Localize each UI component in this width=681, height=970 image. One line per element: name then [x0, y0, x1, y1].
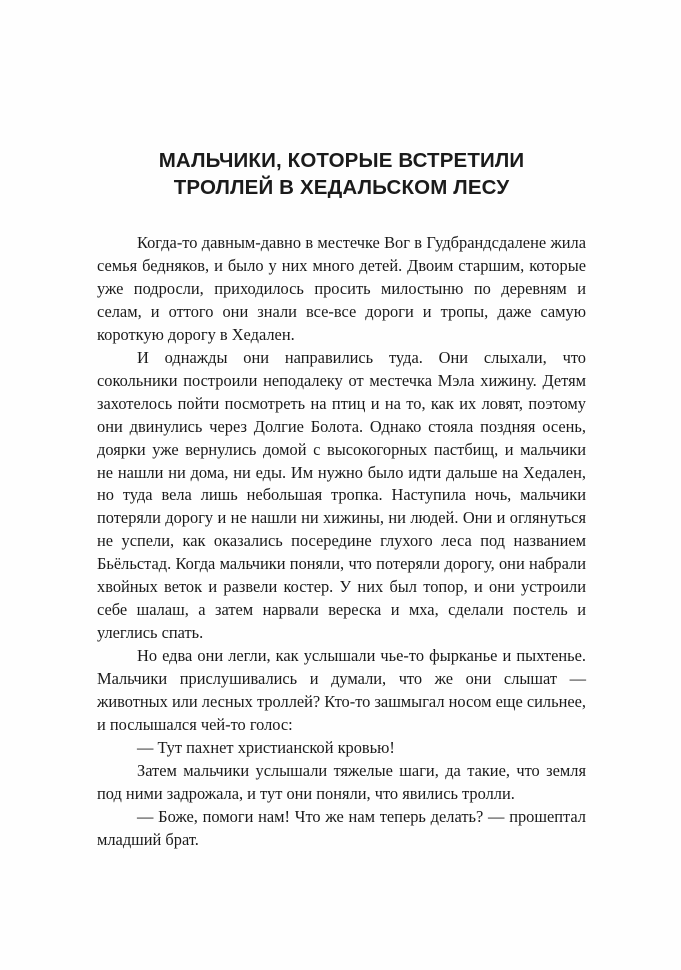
dialogue-line: — Тут пахнет христианской кровью!	[137, 737, 395, 757]
body-copy	[97, 201, 586, 852]
chapter-title	[97, 0, 586, 201]
paragraph: Когда-то давным-давно в местечке Вог в Гудбрандсдалене жила семья бедняков, и было у них много детей. Двоим старшим, которые уже подросли, приходилось просить милостыню по деревням и селам, и оттого они знали все-все дороги и тропы, даже самую короткую дорогу в Хедален.	[97, 233, 586, 344]
dialogue-line: — Боже, помоги нам! Что же нам теперь делать? — прошептал младший брат.	[97, 806, 586, 849]
chapter-title-line-2: ТРОЛЛЕЙ В ХЕДАЛЬСКОМ ЛЕСУ	[173, 175, 510, 199]
paragraph: Но едва они легли, как услышали чье-то фырканье и пыхтенье. Мальчики прислушивались и думали, что же они слышат — животных или лесных троллей? Кто-то зашмыгал носом еще сильнее, и послышался чей-то голос:	[97, 646, 587, 735]
chapter-title-line-1: МАЛЬЧИКИ, КОТОРЫЕ ВСТРЕТИЛИ	[158, 149, 525, 172]
paragraph: Затем мальчики услышали тяжелые шаги, да такие, что земля под ними задрожала, и тут они поняли, что явились тролли.	[97, 760, 586, 803]
page-text-block	[97, 0, 586, 852]
paragraph: И однажды они направились туда. Они слыхали, что сокольники построили неподалеку от местечка Мэла хижину. Детям захотелось пойти посмотреть на птиц и на то, как их ловят, поэтому они двинулись через Долгие Болота. Однако стояла поздняя осень, доярки уже вернулись домой с высокогорных пастбищ, и мальчики не нашли ни дома, ни еды. Им нужно было идти дальше на Хедален, но туда вела лишь небольшая тропка. Наступила ночь, мальчики потеряли дорогу и не нашли ни хижины, ни людей. Они и оглянуться не успели, как оказались посередине глухого леса под названием Бьёльстад. Когда мальчики поняли, что потеряли дорогу, они набрали хвойных веток и развели костер. У них был топор, и они устроили себе шалаш, а затем нарвали вереска и мха, сделали постель и улеглись спать.	[97, 347, 586, 643]
